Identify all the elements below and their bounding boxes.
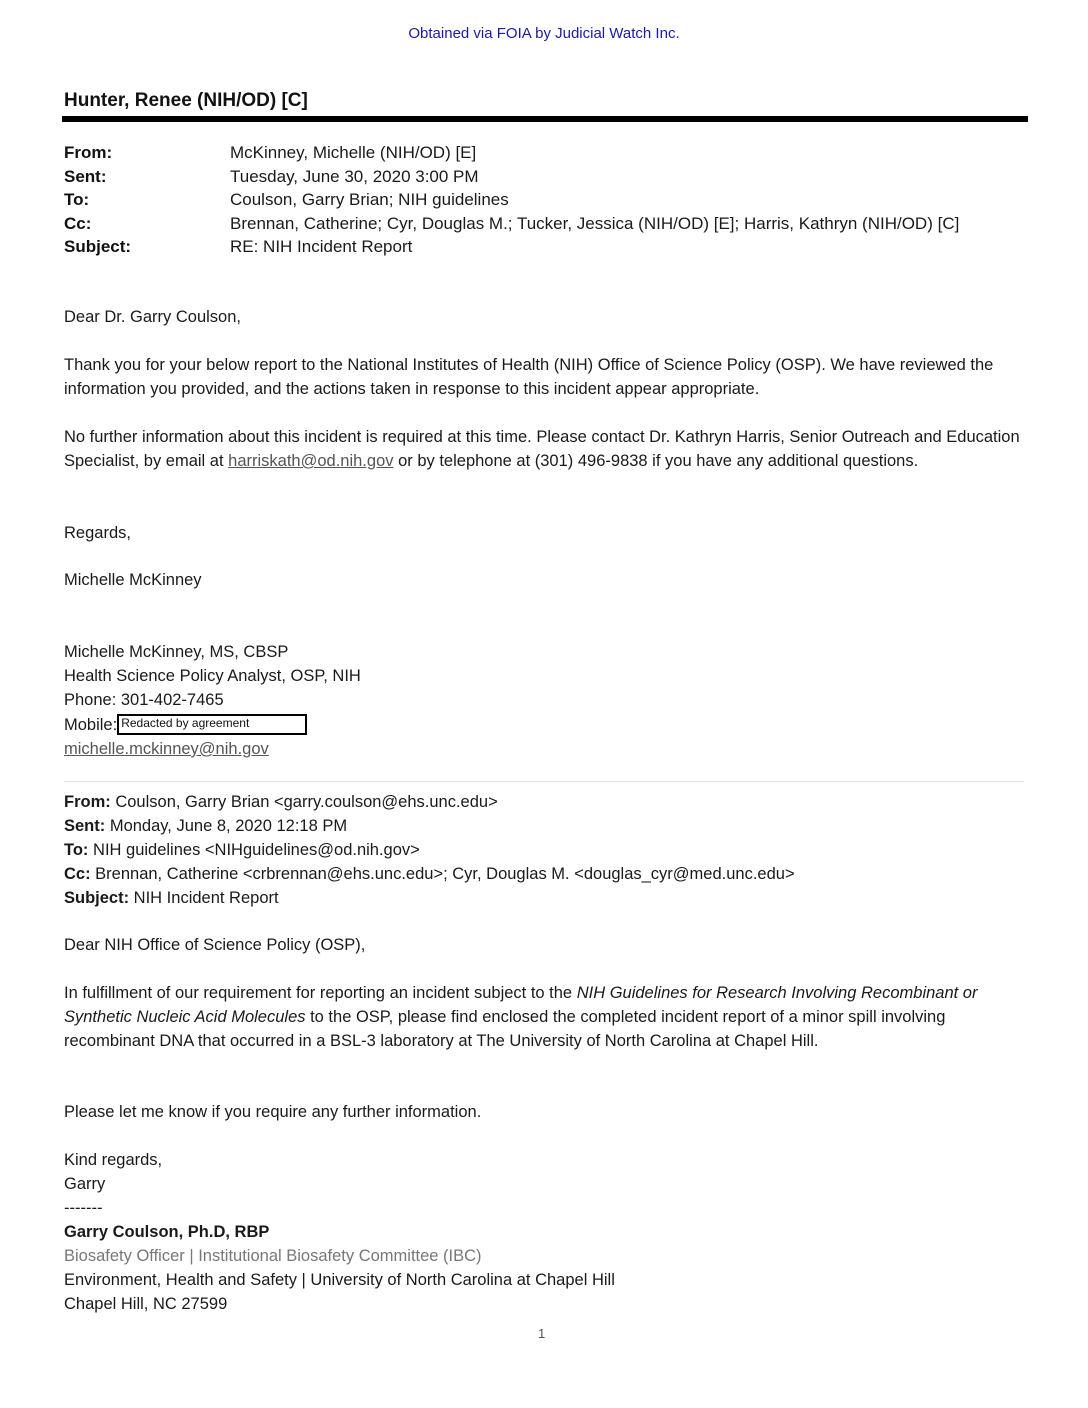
foia-watermark: Obtained via FOIA by Judicial Watch Inc. <box>408 25 680 42</box>
subject-label: Subject: <box>64 237 132 257</box>
coulson-address: Chapel Hill, NC 27599 <box>64 1295 228 1313</box>
mckinney-email-link[interactable]: michelle.mckinney@nih.gov <box>64 739 269 758</box>
reply-email-header <box>64 141 959 259</box>
reply-signature <box>64 640 1024 761</box>
orig-subject-label: Subject: <box>64 889 130 907</box>
signature-mobile <box>64 713 1024 737</box>
signature-title: Health Science Policy Analyst, OSP, NIH <box>64 667 361 686</box>
reply-closing: Regards, <box>64 524 131 542</box>
orig-sent-label: Sent: <box>64 817 106 835</box>
nih-guidelines-title: NIH Guidelines for Research Involving Recombinant or Synthetic Nucleic Acid Molecules <box>64 984 978 1026</box>
original-signoff: Garry <box>64 1175 106 1193</box>
orig-from-row <box>64 790 795 814</box>
cc-value: Brennan, Catherine; Cyr, Douglas M.; Tucker, Jessica (NIH/OD) [E]; Harris, Kathryn (NIH/OD) [C] <box>230 213 960 233</box>
from-row <box>64 141 959 165</box>
cc-row <box>64 212 959 236</box>
orig-sent-row <box>64 814 795 838</box>
orig-cc-value: Brennan, Catherine <crbrennan@ehs.unc.edu>; Cyr, Douglas M. <douglas_cyr@med.unc.edu> <box>90 865 795 883</box>
reply-greeting: Dear Dr. Garry Coulson, <box>64 308 241 326</box>
original-closing: Kind regards, <box>64 1151 163 1169</box>
sent-label: Sent: <box>64 166 107 186</box>
mobile-label: Mobile: <box>64 715 118 734</box>
cc-label: Cc: <box>64 213 92 233</box>
original-signature <box>64 1220 1024 1316</box>
from-value: McKinney, Michelle (NIH/OD) [E] <box>230 143 477 162</box>
original-paragraph-1 <box>64 981 1024 1053</box>
reply-paragraph-2 <box>64 425 1024 473</box>
coulson-title: Biosafety Officer | Institutional Biosafety Committee (IBC) <box>64 1247 482 1265</box>
original-greeting: Dear NIH Office of Science Policy (OSP), <box>64 936 366 954</box>
original-email-header <box>64 790 795 910</box>
orig-para-1-start: In fulfillment of our requirement for reporting an incident subject to the <box>64 984 577 1002</box>
orig-subject-value: NIH Incident Report <box>129 889 279 907</box>
subject-value: RE: NIH Incident Report <box>230 237 413 257</box>
to-row <box>64 188 959 212</box>
redaction-box: Redacted by agreement <box>117 714 307 735</box>
to-label: To: <box>64 190 90 210</box>
reply-paragraph-2-start: No further information about this incident is required at this time. Please contact Dr. Kathryn Harris, Senior Outreach and Education Specialist, by email at <box>64 428 1020 470</box>
signature-phone: Phone: 301-402-7465 <box>64 691 224 710</box>
page-number: 1 <box>538 1326 546 1341</box>
from-label: From: <box>64 143 113 162</box>
orig-para-1-end: to the OSP, please find enclosed the completed incident report of a minor spill involving recombinant DNA that occurred in a BSL-3 laboratory at The University of North Carolina at Chapel Hill. <box>64 1008 946 1050</box>
orig-from-label: From: <box>64 793 111 811</box>
orig-cc-row <box>64 862 795 886</box>
reply-paragraph-1 <box>64 353 1024 401</box>
subject-row <box>64 235 959 259</box>
orig-from-value: Coulson, Garry Brian <garry.coulson@ehs.unc.edu> <box>110 793 498 811</box>
orig-to-label: To: <box>64 841 89 859</box>
reply-paragraph-2-end: or by telephone at (301) 496-9838 if you have any additional questions. <box>393 452 919 470</box>
signature-dashes: ------- <box>64 1199 103 1217</box>
orig-to-value: NIH guidelines <NIHguidelines@od.nih.gov> <box>88 841 420 859</box>
signature-name: Michelle McKinney, MS, CBSP <box>64 643 289 661</box>
harris-email-link[interactable]: harriskath@od.nih.gov <box>228 452 394 470</box>
sent-row <box>64 165 959 189</box>
message-separator <box>64 781 1024 782</box>
header-divider <box>62 116 1028 122</box>
to-value: Coulson, Garry Brian; NIH guidelines <box>230 190 509 210</box>
orig-sent-value: Monday, June 8, 2020 12:18 PM <box>105 817 348 835</box>
orig-to-row <box>64 838 795 862</box>
orig-subject-row <box>64 886 795 910</box>
mailbox-owner-title: Hunter, Renee (NIH/OD) [C] <box>64 90 308 111</box>
reply-paragraph-1-text: Thank you for your below report to the National Institutes of Health (NIH) Office of Science Policy (OSP). We have reviewed the information you provided, and the actions taken in response to this incident appear appropriate. <box>64 356 994 398</box>
orig-cc-label: Cc: <box>64 865 91 883</box>
reply-signoff: Michelle McKinney <box>64 571 202 589</box>
coulson-dept: Environment, Health and Safety | University of North Carolina at Chapel Hill <box>64 1271 615 1289</box>
original-paragraph-2: Please let me know if you require any further information. <box>64 1103 482 1121</box>
coulson-name: Garry Coulson, Ph.D, RBP <box>64 1223 270 1241</box>
sent-value: Tuesday, June 30, 2020 3:00 PM <box>230 166 479 186</box>
